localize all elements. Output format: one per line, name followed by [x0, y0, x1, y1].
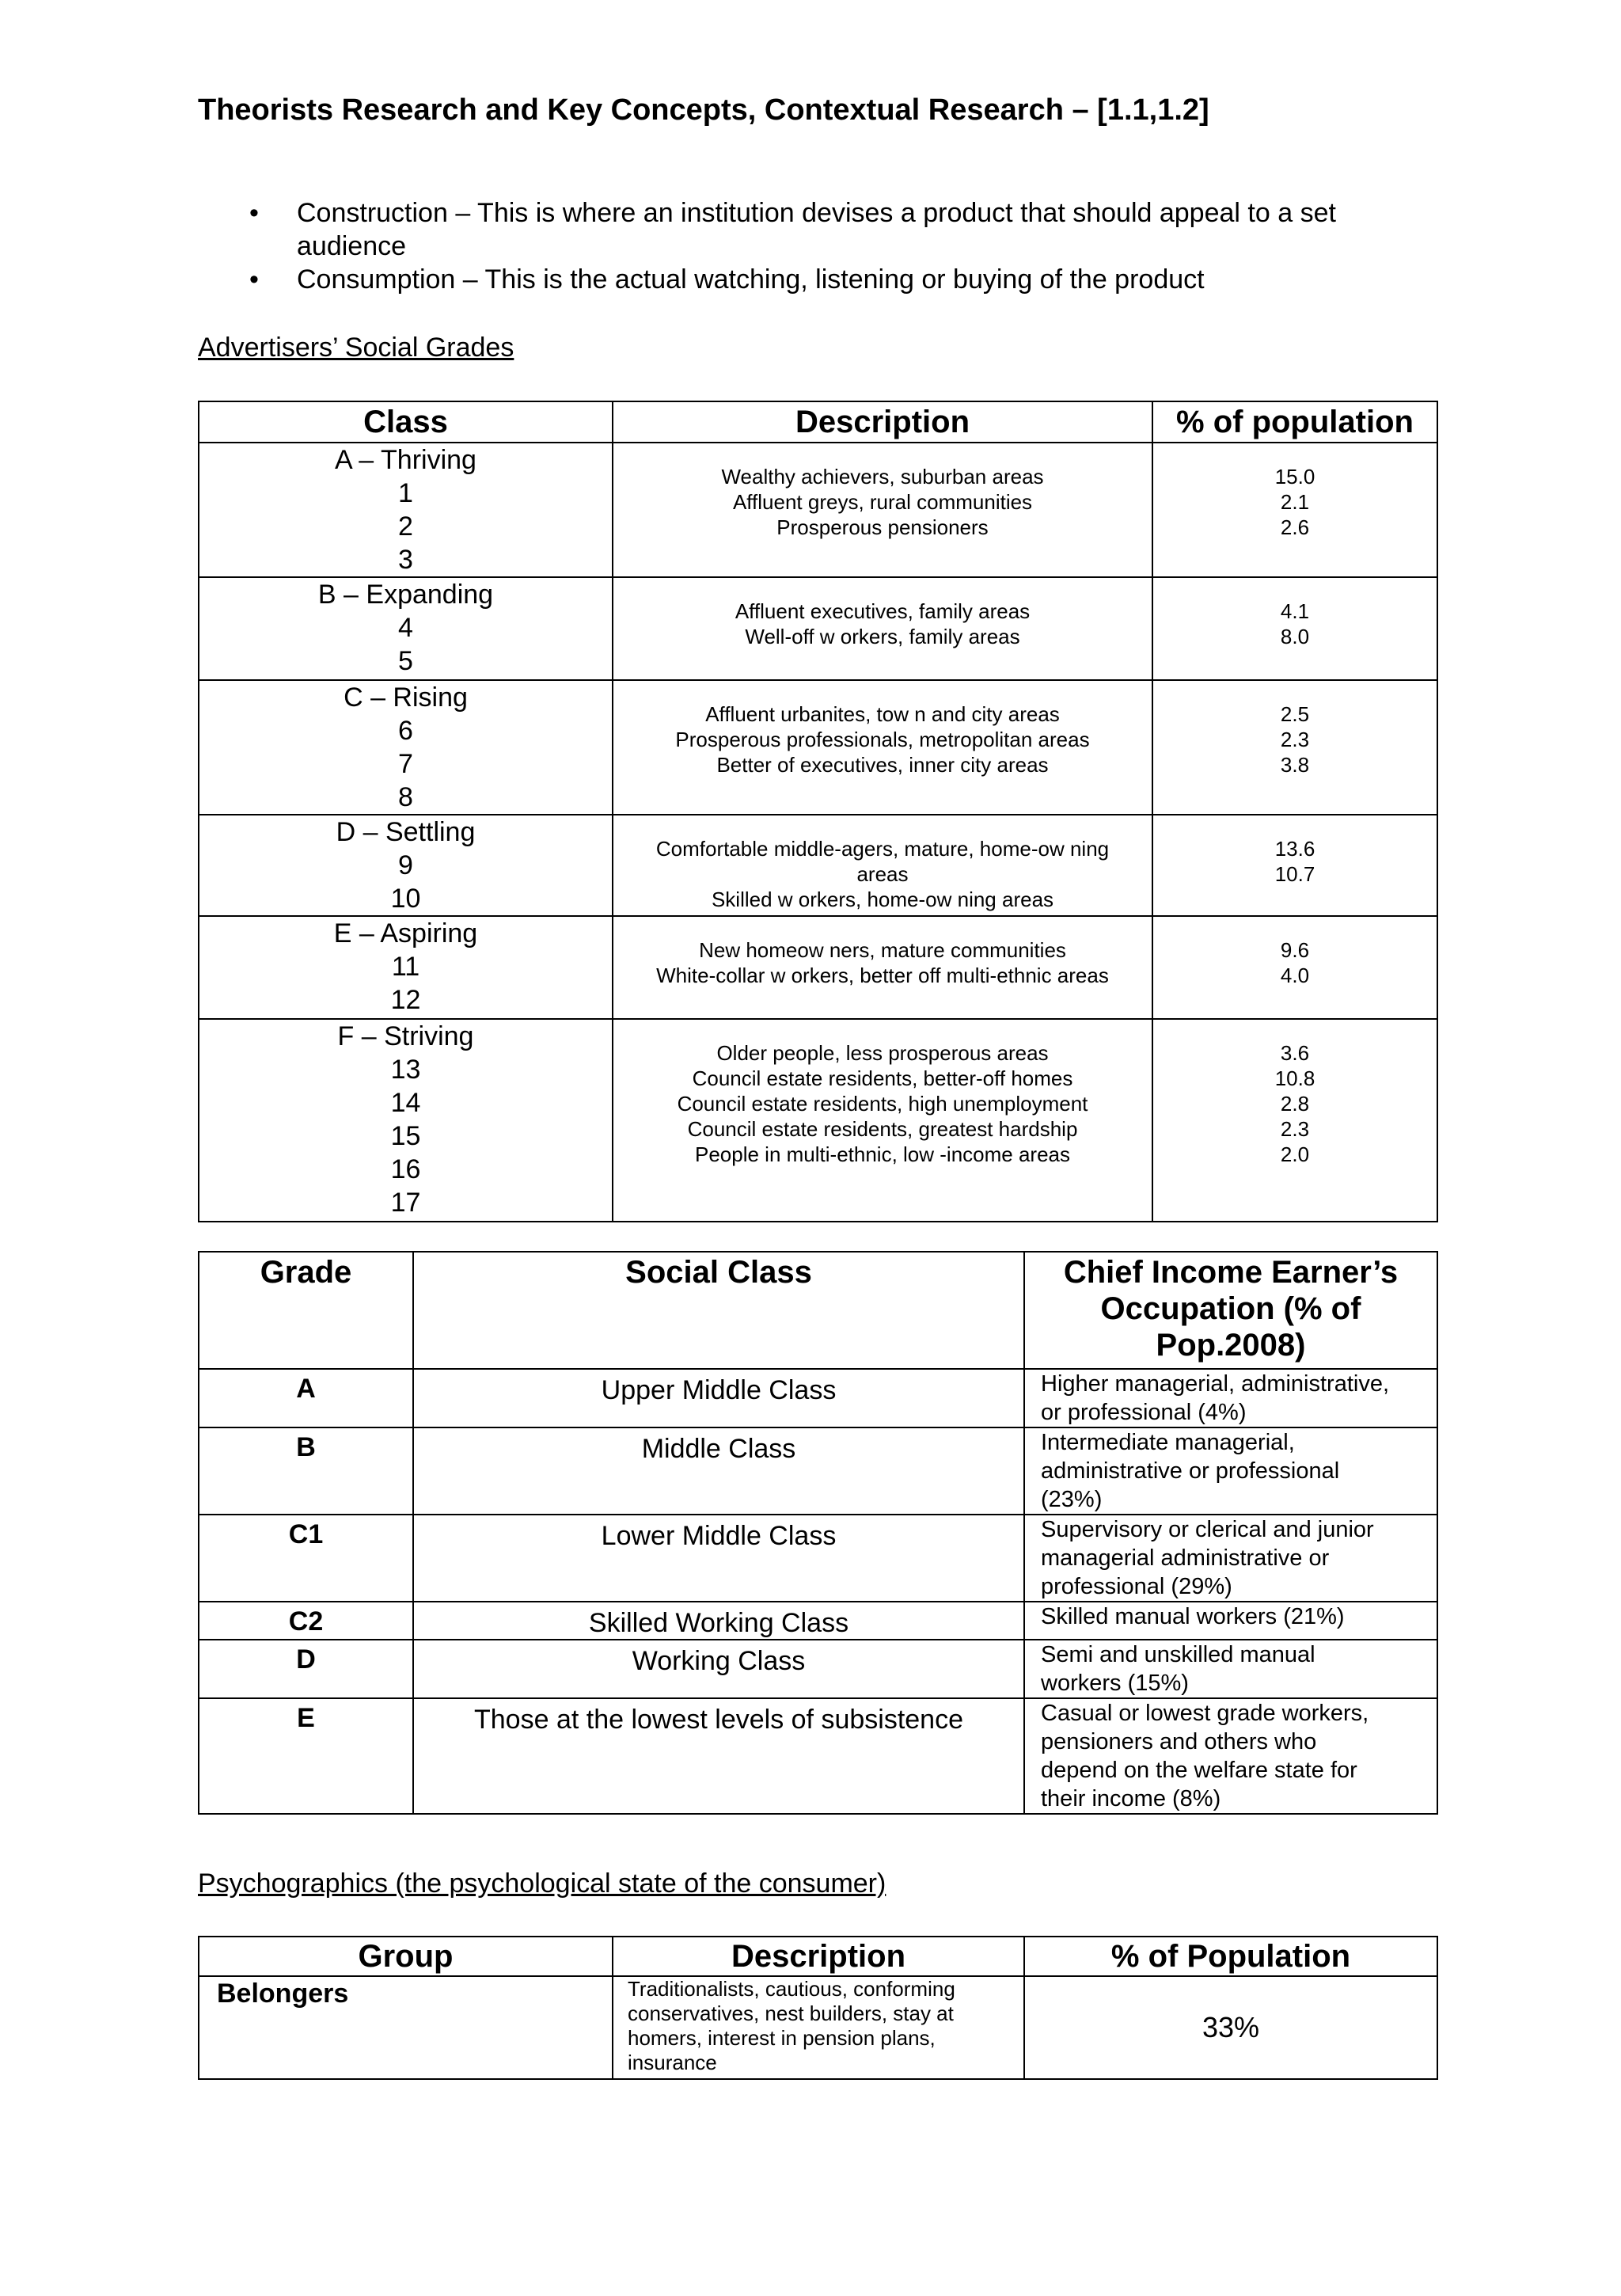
description-cell-lines [613, 701, 1152, 777]
group-cell: Belongers [199, 1976, 613, 2079]
social-class-cell: Working Class [413, 1640, 1024, 1698]
table-row [199, 1698, 1437, 1814]
header-percent: % of population [1152, 401, 1437, 443]
bullet-consumption: • Consumption – This is the actual watching, listening or buying of the product [198, 263, 1437, 296]
occupation-cell-lines [1041, 1699, 1432, 1813]
class-line: D – Settling [336, 817, 476, 847]
psychographics-heading: Psychographics (the psychological state of the consumer) [198, 1868, 886, 1899]
header-occupation [1024, 1252, 1437, 1369]
description-line: Affluent executives, family areas [735, 599, 1031, 623]
grade-cell: E [199, 1698, 413, 1814]
class-cell [199, 577, 613, 680]
description-cell [613, 680, 1152, 815]
percent-line: 2.3 [1280, 728, 1310, 751]
occupation-line: pensioners and others who [1041, 1729, 1317, 1754]
group-percent-cell: 33% [1024, 1976, 1437, 2079]
social-class-cell: Lower Middle Class [413, 1515, 1024, 1602]
description-line: Traditionalists, cautious, conforming [628, 1977, 955, 2001]
social-class-cell: Middle Class [413, 1427, 1024, 1515]
percent-cell [1152, 680, 1437, 815]
class-line: 13 [390, 1055, 421, 1085]
description-cell-lines [613, 836, 1152, 912]
percent-cell-lines [1153, 464, 1437, 540]
description-cell [613, 815, 1152, 916]
class-cell [199, 815, 613, 916]
percent-line: 2.8 [1280, 1092, 1310, 1116]
table-row [199, 1427, 1437, 1515]
description-line: Wealthy achievers, suburban areas [721, 465, 1044, 488]
grade-cell: B [199, 1427, 413, 1515]
document-title: Theorists Research and Key Concepts, Contextual Research – [1.1,1.2] [198, 93, 1209, 127]
percent-cell [1152, 577, 1437, 680]
bullet-list [198, 196, 1437, 296]
class-cell [199, 916, 613, 1019]
psychographics-table [198, 1936, 1438, 2080]
occupation-cell [1024, 1602, 1437, 1640]
description-line: Council estate residents, high unemployment [677, 1092, 1088, 1116]
occupation-line: depend on the welfare state for [1041, 1758, 1357, 1783]
description-line: areas [856, 862, 909, 886]
occupation-line: Semi and unskilled manual [1041, 1642, 1315, 1667]
percent-line: 10.7 [1274, 862, 1315, 886]
header-occupation-line: Occupation (% of [1100, 1291, 1361, 1326]
percent-line: 9.6 [1280, 938, 1310, 962]
class-line: 9 [398, 850, 413, 880]
percent-line: 13.6 [1274, 837, 1315, 861]
occupation-cell [1024, 1369, 1437, 1427]
percent-cell [1152, 916, 1437, 1019]
percent-cell-lines [1153, 599, 1437, 649]
description-line: Prosperous pensioners [776, 515, 989, 539]
class-line: 2 [398, 511, 413, 542]
class-cell-lines [199, 443, 612, 576]
description-line: White-collar w orkers, better off multi-ethnic areas [656, 964, 1109, 987]
class-line: F – Striving [337, 1021, 474, 1051]
description-line: People in multi-ethnic, low -income areas [695, 1142, 1070, 1166]
occupation-line: workers (15%) [1041, 1671, 1189, 1696]
percent-cell-lines [1153, 937, 1437, 988]
grade-cell: C2 [199, 1602, 413, 1640]
header-class: Class [199, 401, 613, 443]
description-cell [613, 443, 1152, 577]
occupation-cell-lines [1041, 1602, 1432, 1631]
occupation-line: administrative or professional [1041, 1458, 1340, 1484]
grade-cell: A [199, 1369, 413, 1427]
description-line: Affluent greys, rural communities [732, 490, 1033, 514]
description-line: Council estate residents, greatest hardship [687, 1117, 1078, 1141]
description-cell [613, 916, 1152, 1019]
class-line: 8 [398, 782, 413, 812]
description-cell-lines [613, 464, 1152, 540]
social-class-cell: Those at the lowest levels of subsistence [413, 1698, 1024, 1814]
description-line: homers, interest in pension plans, [628, 2026, 936, 2050]
occupation-cell-lines [1041, 1515, 1432, 1601]
description-cell-lines [613, 1040, 1152, 1167]
class-line: 10 [390, 884, 421, 914]
occupation-cell [1024, 1515, 1437, 1602]
class-cell [199, 443, 613, 577]
table-row [199, 1369, 1437, 1427]
occupation-line: their income (8%) [1041, 1786, 1221, 1811]
social-grades-table [198, 401, 1438, 1222]
table-header-row [199, 1937, 1437, 1976]
occupation-line: managerial administrative or [1041, 1545, 1330, 1571]
occupation-line: Higher managerial, administrative, [1041, 1371, 1390, 1397]
class-line: A – Thriving [335, 445, 476, 475]
description-cell-lines [613, 599, 1152, 649]
header-social-class: Social Class [413, 1252, 1024, 1369]
class-line: C – Rising [344, 682, 468, 713]
class-line: 14 [390, 1088, 421, 1118]
table-row [199, 916, 1437, 1019]
class-line: 16 [390, 1154, 421, 1184]
description-line: Prosperous professionals, metropolitan areas [675, 728, 1090, 751]
description-cell [613, 1019, 1152, 1222]
description-cell-lines [613, 937, 1152, 988]
class-cell-lines [199, 1020, 612, 1219]
percent-line: 3.8 [1280, 753, 1310, 777]
table-header-row [199, 1252, 1437, 1369]
percent-cell [1152, 1019, 1437, 1222]
description-line: Skilled w orkers, home-ow ning areas [711, 888, 1054, 911]
description-line: Council estate residents, better-off homes [692, 1066, 1073, 1090]
description-cell [613, 577, 1152, 680]
description-line: insurance [628, 2051, 717, 2074]
percent-cell-lines [1153, 701, 1437, 777]
social-class-cell: Upper Middle Class [413, 1369, 1024, 1427]
description-line: Comfortable middle-agers, mature, home-ow ning [655, 837, 1110, 861]
table-row [199, 680, 1437, 815]
class-cell-lines [199, 681, 612, 814]
class-cell-lines [199, 578, 612, 678]
description-line: conservatives, nest builders, stay at [628, 2001, 954, 2025]
class-line: 5 [398, 646, 413, 676]
class-line: 4 [398, 613, 413, 643]
percent-line: 2.5 [1280, 702, 1310, 726]
header-grade: Grade [199, 1252, 413, 1369]
percent-line: 4.1 [1280, 599, 1310, 623]
description-line: Well-off w orkers, family areas [745, 625, 1020, 648]
grade-cell: D [199, 1640, 413, 1698]
percent-line: 15.0 [1274, 465, 1315, 488]
occupation-line: Intermediate managerial, [1041, 1430, 1295, 1455]
class-line: 1 [398, 478, 413, 508]
class-line: E – Aspiring [333, 918, 478, 948]
table-row [199, 1515, 1437, 1602]
description-line: New homeow ners, mature communities [699, 938, 1066, 962]
grade-occupation-table [198, 1251, 1438, 1815]
percent-line: 2.6 [1280, 515, 1310, 539]
percent-cell [1152, 443, 1437, 577]
description-line: Better of executives, inner city areas [716, 753, 1049, 777]
class-line: 12 [390, 985, 421, 1015]
grade-cell: C1 [199, 1515, 413, 1602]
table-row [199, 1640, 1437, 1698]
percent-line: 10.8 [1274, 1066, 1315, 1090]
class-line: B – Expanding [317, 580, 494, 610]
header-percent: % of Population [1024, 1937, 1437, 1976]
percent-cell-lines [1153, 836, 1437, 887]
occupation-cell-lines [1041, 1640, 1432, 1697]
header-group: Group [199, 1937, 613, 1976]
class-line: 11 [391, 952, 420, 982]
occupation-line: Skilled manual workers (21%) [1041, 1604, 1345, 1629]
class-cell-lines [199, 815, 612, 915]
description-line: Affluent urbanites, tow n and city areas [705, 702, 1060, 726]
percent-line: 2.0 [1280, 1142, 1310, 1166]
occupation-line: (23%) [1041, 1487, 1103, 1512]
occupation-cell [1024, 1698, 1437, 1814]
occupation-line: Supervisory or clerical and junior [1041, 1517, 1374, 1542]
class-cell [199, 680, 613, 815]
group-description-cell-lines [628, 1977, 1015, 2075]
class-line: 3 [398, 545, 413, 575]
social-class-cell: Skilled Working Class [413, 1602, 1024, 1640]
percent-line: 8.0 [1280, 625, 1310, 648]
class-line: 7 [398, 749, 413, 779]
table-header-row [199, 401, 1437, 443]
class-cell-lines [199, 917, 612, 1017]
group-description-cell [613, 1976, 1024, 2079]
percent-line: 2.3 [1280, 1117, 1310, 1141]
table-row [199, 443, 1437, 577]
table-row [199, 1602, 1437, 1640]
percent-line: 4.0 [1280, 964, 1310, 987]
table-row [199, 577, 1437, 680]
table-row [199, 1976, 1437, 2079]
occupation-line: professional (29%) [1041, 1574, 1232, 1599]
header-occupation-line: Pop.2008) [1156, 1328, 1306, 1363]
header-occupation-line: Chief Income Earner’s [1063, 1255, 1399, 1290]
bullet-construction: • Construction – This is where an institution devises a product that should appeal to a set audience [198, 196, 1437, 263]
class-line: 15 [390, 1121, 421, 1151]
percent-cell-lines [1153, 1040, 1437, 1167]
occupation-cell [1024, 1427, 1437, 1515]
description-line: Older people, less prosperous areas [716, 1041, 1049, 1065]
percent-line: 3.6 [1280, 1041, 1310, 1065]
header-description: Description [613, 401, 1152, 443]
table-row [199, 815, 1437, 916]
percent-cell [1152, 815, 1437, 916]
class-line: 17 [390, 1188, 421, 1218]
social-grades-heading: Advertisers’ Social Grades [198, 333, 514, 363]
table-row [199, 1019, 1437, 1222]
occupation-line: or professional (4%) [1041, 1400, 1247, 1425]
percent-line: 2.1 [1280, 490, 1310, 514]
class-line: 6 [398, 716, 413, 746]
occupation-cell [1024, 1640, 1437, 1698]
header-description: Description [613, 1937, 1024, 1976]
occupation-line: Casual or lowest grade workers, [1041, 1701, 1369, 1726]
occupation-cell-lines [1041, 1370, 1432, 1427]
occupation-cell-lines [1041, 1428, 1432, 1514]
class-cell [199, 1019, 613, 1222]
